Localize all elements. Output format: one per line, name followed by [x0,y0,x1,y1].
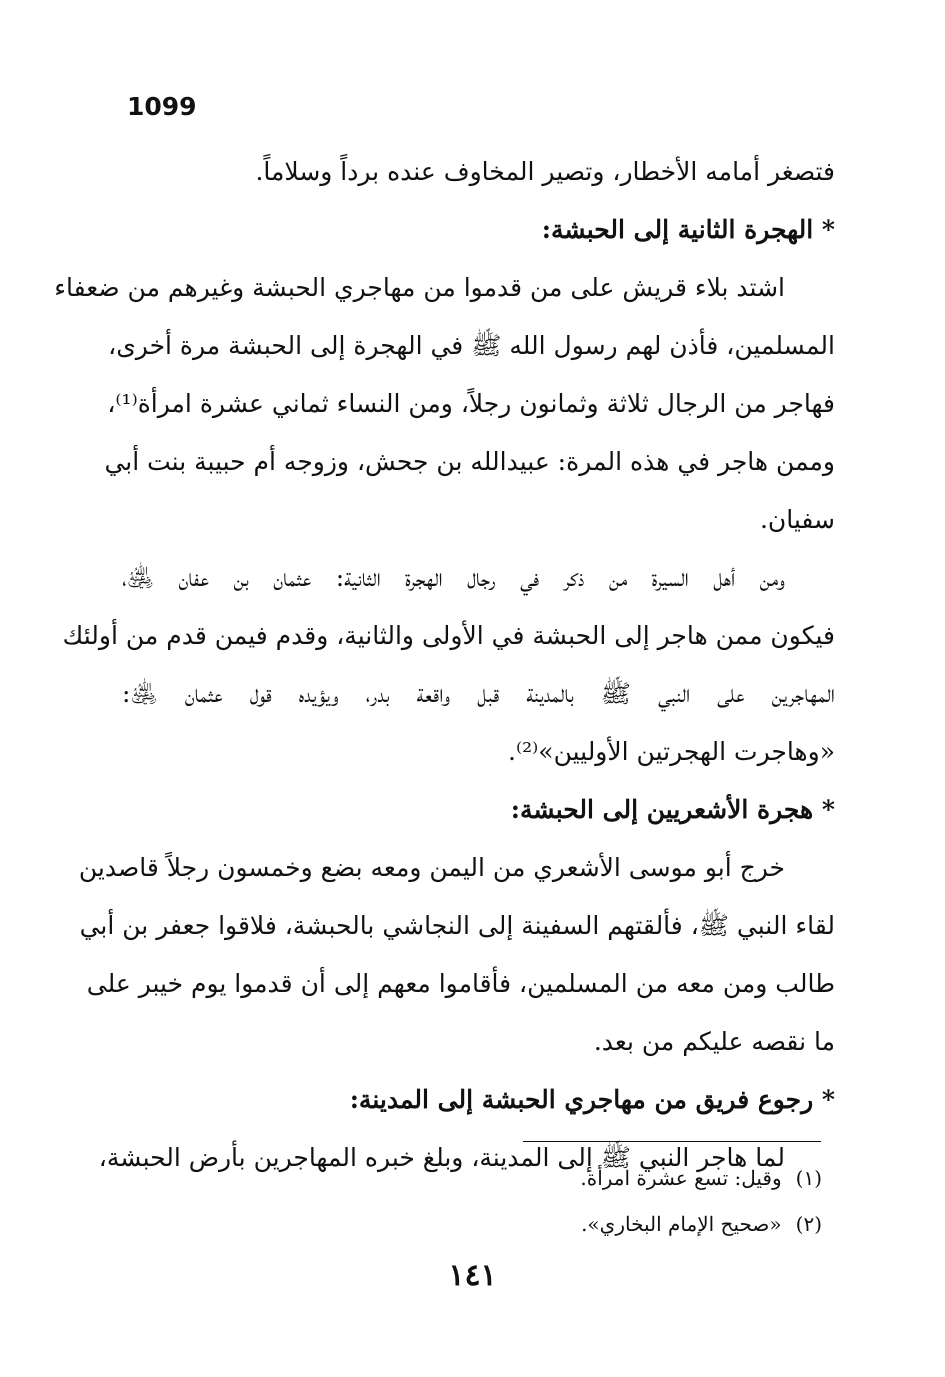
main-text [54,143,835,1187]
text-line: المهاجرين على النبي ﷺ بالمدينة قبل واقعة بدر، ويؤيده قول عثمان ﵁: [122,679,835,708]
text-line: لما هاجر النبي ﷺ إلى المدينة، وبلغ خبره المهاجرين بأرض الحبشة، [98,1143,785,1172]
footnote-text: «صحيح الإمام البخاري». [581,1212,782,1236]
text-line: وممن هاجر في هذه المرة: عبيدالله بن جحش، وزوجه أم حبيبة بنت أبي [104,447,835,476]
text-line: فيكون ممن هاجر إلى الحبشة في الأولى والثانية، وقدم فيمن قدم من أولئك [62,621,835,650]
text-line: خرج أبو موسى الأشعري من اليمن ومعه بضع وخمسون رجلاً قاصدين [78,853,785,882]
text-line: طالب ومن معه من المسلمين، فأقاموا معهم إلى أن قدموا يوم خيبر على [86,969,835,998]
text-line: ومن أهل السيرة من ذكر في رجال الهجرة الثانية: عثمان بن عفان ﵁، [122,563,785,592]
text-line: لقاء النبي ﷺ، فألقتهم السفينة إلى النجاشي بالحبشة، فلاقوا جعفر بن أبي [79,911,835,940]
section-heading: * الهجرة الثانية إلى الحبشة: [541,215,835,244]
text-line: ما نقصه عليكم من بعد. [593,1027,835,1056]
footnote-number: (١) [795,1166,822,1190]
page-number-latin: 1099 [127,92,197,121]
page-number-arabic: ١٤١ [448,1258,497,1293]
section-heading: * رجوع فريق من مهاجري الحبشة إلى المدينة: [349,1085,835,1114]
footnote-number: (٢) [795,1212,822,1236]
text-line: فتصغر أمامه الأخطار، وتصير المخاوف عنده برداً وسلاماً. [255,157,835,186]
text-line: اشتد بلاء قريش على من قدموا من مهاجري الحبشة وغيرهم من ضعفاء [54,273,785,302]
section-heading: * هجرة الأشعريين إلى الحبشة: [510,795,835,824]
text-line: فهاجر من الرجال ثلاثة وثمانون رجلاً، ومن النساء ثماني عشرة امرأة⁽¹⁾، [107,389,835,418]
footnote-text: وقيل: تسع عشرة امرأة. [580,1166,782,1190]
footnote-item [300,1155,822,1201]
text-line: «وهاجرت الهجرتين الأوليين»⁽²⁾. [508,737,835,766]
footnote-item [300,1201,822,1247]
text-line: سفيان. [759,505,835,534]
footnote-divider [523,1141,821,1142]
footnotes [300,1155,822,1247]
text-line: المسلمين، فأذن لهم رسول الله ﷺ في الهجرة إلى الحبشة مرة أخرى، [108,331,835,360]
